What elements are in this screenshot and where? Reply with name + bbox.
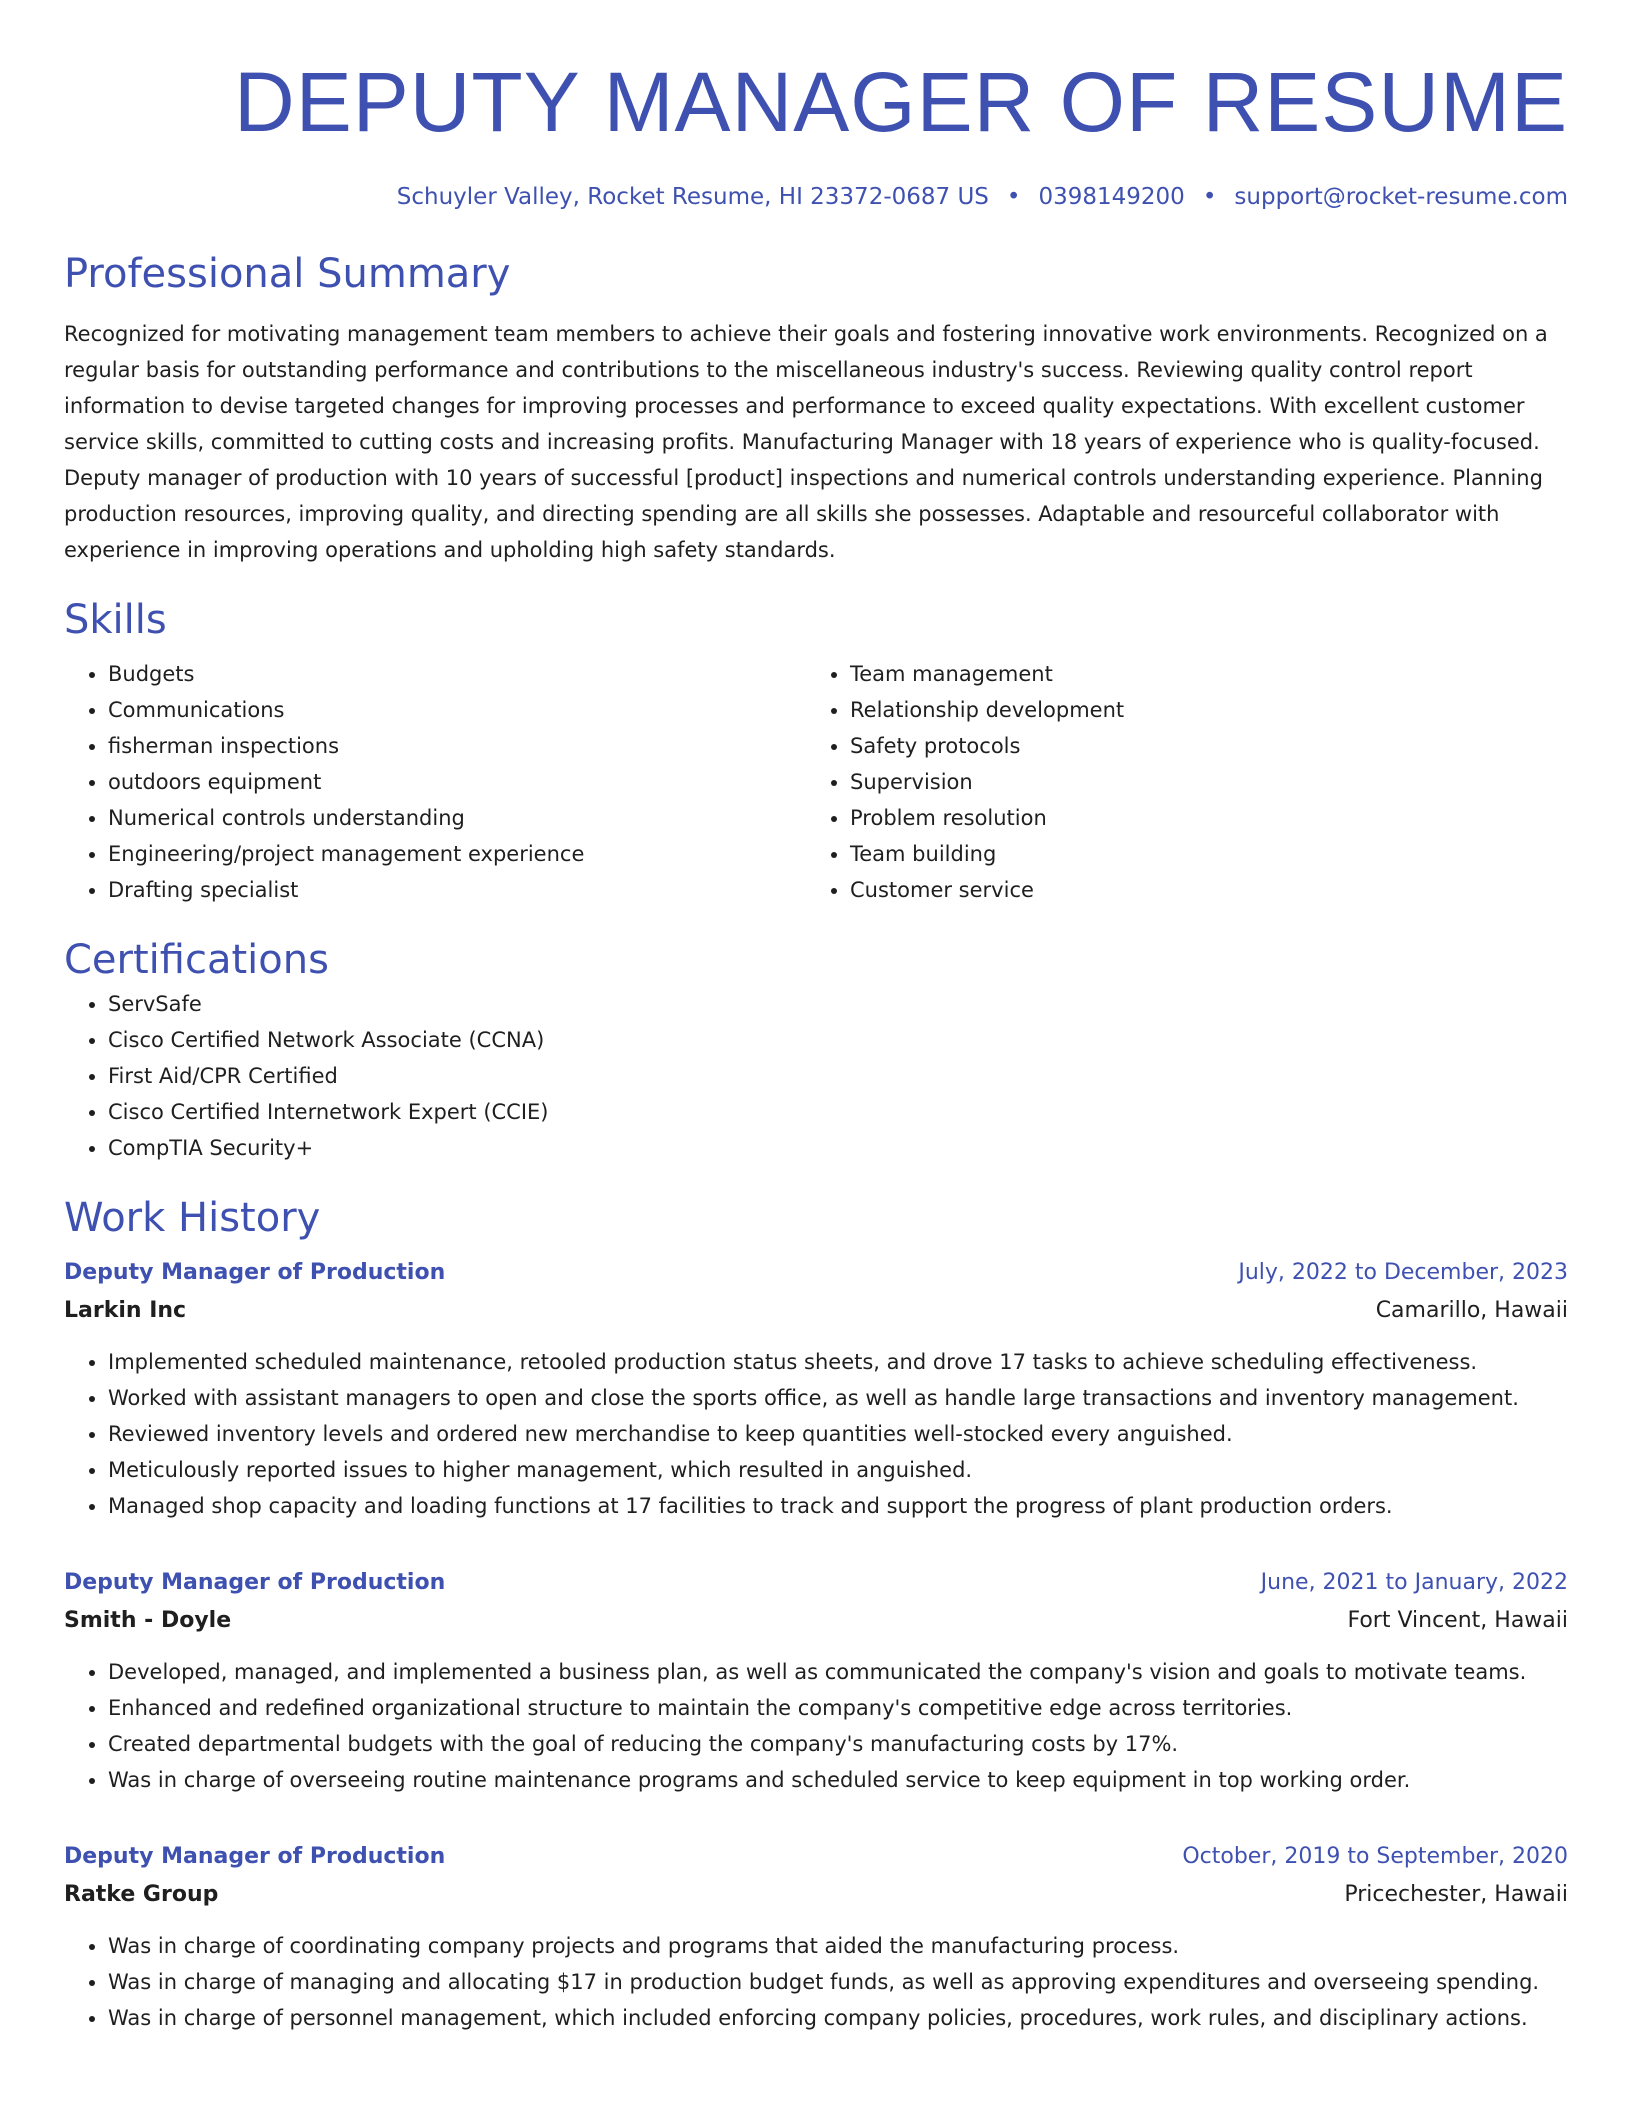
resume-name: DEPUTY MANAGER OF RESUME (234, 55, 1568, 149)
contact-email: support@rocket-resume.com (1234, 184, 1568, 210)
job-bullet: • Reviewed inventory levels and ordered new merchandise to keep quantities well-stocked every anguished. (108, 1416, 1568, 1452)
summary-text: Recognized for motivating management team members to achieve their goals and fostering innovative work environments. Recognized on a regular basis for outstanding performance and contributions to the miscellaneous industry's success. Reviewing quality control report information to devise targeted changes for improving processes and performance to exceed quality expectations. With excellent customer service skills, committed to cutting costs and increasing profits. Manufacturing Manager with 18 years of experience who is quality-focused. Deputy manager of production with 10 years of successful [product] inspections and numerical controls understanding experience. Planning production resources, improving quality, and directing spending are all skills she possesses. Adaptable and resourceful collaborator with experience in improving operations and upholding high safety standards. (64, 322, 1548, 562)
skill-item: • Problem resolution (850, 800, 1548, 836)
job-location: Fort Vincent, Hawaii (1347, 1608, 1568, 1633)
job-title-row (64, 1564, 1568, 1602)
skill-item: • Supervision (850, 764, 1548, 800)
job-bullet: • Managed shop capacity and loading functions at 17 facilities to track and support the progress of plant production orders. (108, 1488, 1568, 1524)
job-bullet: • Created departmental budgets with the goal of reducing the company's manufacturing costs by 17%. (108, 1726, 1568, 1762)
job-company-row (64, 1292, 1568, 1330)
contact-separator: • (1006, 184, 1021, 210)
certification-item: • ServSafe (108, 986, 1568, 1022)
contact-address: Schuyler Valley, Rocket Resume, HI 23372-0687 US (396, 184, 989, 210)
work-history-heading: Work History (64, 1195, 321, 1241)
certifications-list (64, 986, 1568, 1166)
certification-item: • Cisco Certified Network Associate (CCNA) (108, 1022, 1568, 1058)
job-bullets (64, 1344, 1568, 1524)
job-bullet: • Was in charge of personnel management, which included enforcing company policies, procedures, work rules, and disciplinary actions. (108, 2000, 1568, 2036)
job-entry (64, 1838, 1568, 2036)
contact-phone: 0398149200 (1038, 184, 1185, 210)
job-company-row (64, 1602, 1568, 1640)
skill-item: • Team management (850, 656, 1548, 692)
resume-page (64, 0, 1568, 2036)
contact-separator: • (1202, 184, 1217, 210)
summary-heading: Professional Summary (64, 251, 511, 297)
job-bullet: • Was in charge of managing and allocating $17 in production budget funds, as well as approving expenditures and overseeing spending. (108, 1964, 1568, 2000)
skills-list-right (806, 656, 1548, 908)
job-title: Deputy Manager of Production (64, 1260, 446, 1285)
job-entry (64, 1564, 1568, 1798)
job-dates: June, 2021 to January, 2022 (1260, 1570, 1568, 1595)
skills-heading: Skills (64, 597, 167, 643)
job-location: Pricechester, Hawaii (1344, 1882, 1568, 1907)
job-title-row (64, 1838, 1568, 1876)
skill-item: • Team building (850, 836, 1548, 872)
job-dates: October, 2019 to September, 2020 (1182, 1844, 1568, 1869)
job-company: Ratke Group (64, 1882, 219, 1907)
job-title-row (64, 1254, 1568, 1292)
job-bullet: • Implemented scheduled maintenance, retooled production status sheets, and drove 17 tasks to achieve scheduling effectiveness. (108, 1344, 1568, 1380)
job-bullet: • Enhanced and redefined organizational structure to maintain the company's competitive edge across territories. (108, 1690, 1568, 1726)
job-bullet: • Developed, managed, and implemented a business plan, as well as communicated the company's vision and goals to motivate teams. (108, 1654, 1568, 1690)
skill-item: • outdoors equipment (108, 764, 806, 800)
job-bullets (64, 1654, 1568, 1798)
job-bullet: • Was in charge of coordinating company projects and programs that aided the manufacturing process. (108, 1928, 1568, 1964)
job-title: Deputy Manager of Production (64, 1570, 446, 1595)
job-bullets (64, 1928, 1568, 2036)
job-bullet: • Was in charge of overseeing routine maintenance programs and scheduled service to keep equipment in top working order. (108, 1762, 1568, 1798)
skill-item: • Drafting specialist (108, 872, 806, 908)
skills-list-left (64, 656, 806, 908)
skill-item: • Budgets (108, 656, 806, 692)
certifications-heading: Certifications (64, 937, 329, 983)
certification-item: • CompTIA Security+ (108, 1130, 1568, 1166)
job-title: Deputy Manager of Production (64, 1844, 446, 1869)
job-bullet: • Meticulously reported issues to higher management, which resulted in anguished. (108, 1452, 1568, 1488)
skill-item: • Safety protocols (850, 728, 1548, 764)
resume-header (64, 0, 1568, 212)
certification-item: • First Aid/CPR Certified (108, 1058, 1568, 1094)
skill-item: • Relationship development (850, 692, 1548, 728)
skill-item: • Numerical controls understanding (108, 800, 806, 836)
job-location: Camarillo, Hawaii (1375, 1298, 1568, 1323)
skills-columns (64, 656, 1568, 908)
skill-item: • Engineering/project management experience (108, 836, 806, 872)
contact-line (64, 182, 1568, 212)
skill-item: • Communications (108, 692, 806, 728)
job-company-row (64, 1876, 1568, 1914)
certification-item: • Cisco Certified Internetwork Expert (CCIE) (108, 1094, 1568, 1130)
job-dates: July, 2022 to December, 2023 (1238, 1260, 1568, 1285)
job-company: Larkin Inc (64, 1298, 187, 1323)
skill-item: • fisherman inspections (108, 728, 806, 764)
job-bullet: • Worked with assistant managers to open and close the sports office, as well as handle large transactions and inventory management. (108, 1380, 1568, 1416)
job-entry (64, 1254, 1568, 1524)
skill-item: • Customer service (850, 872, 1548, 908)
job-company: Smith - Doyle (64, 1608, 232, 1633)
